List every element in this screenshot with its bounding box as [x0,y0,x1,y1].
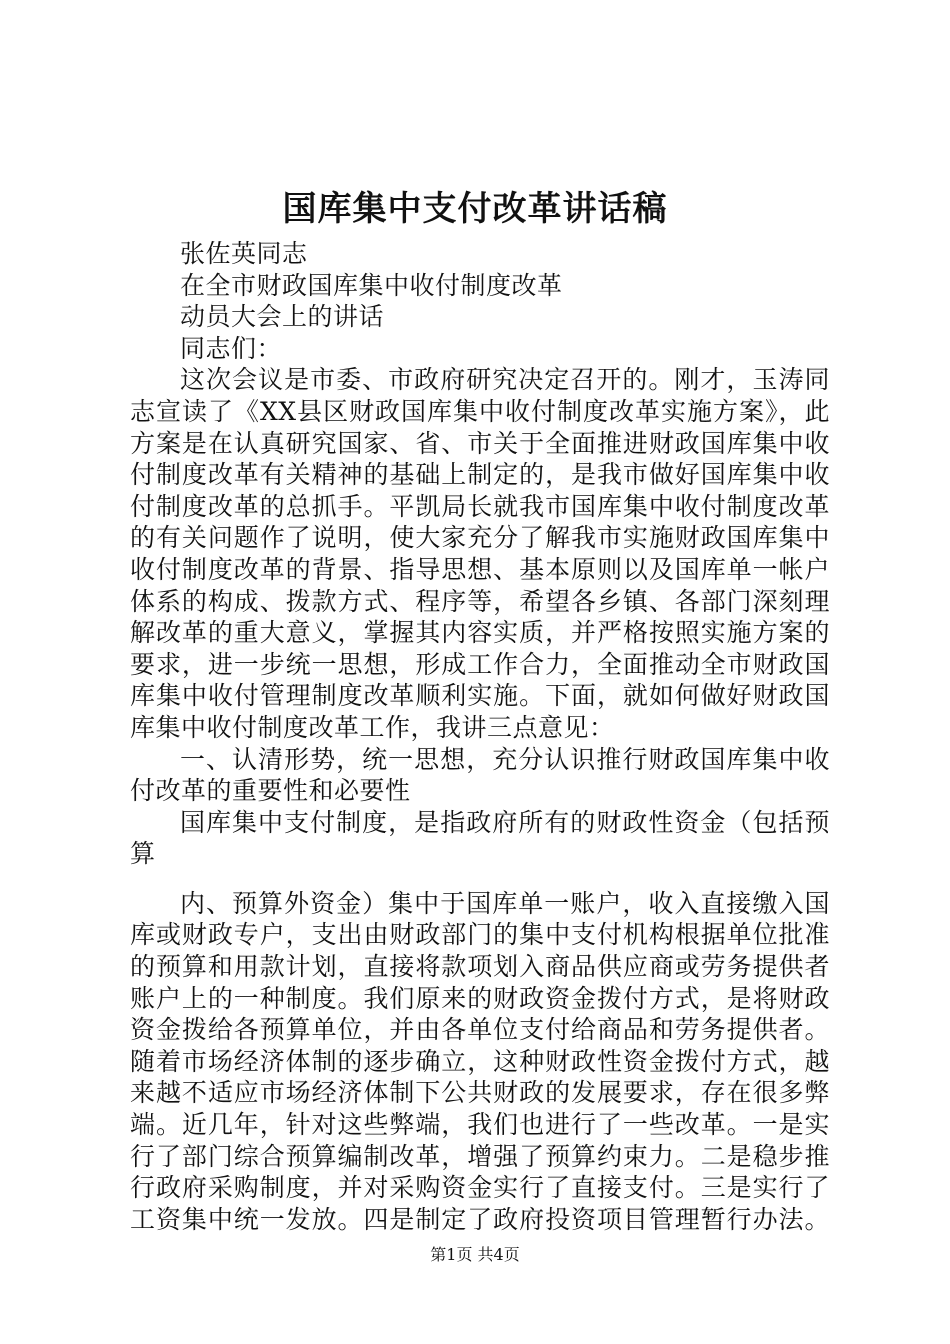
paragraph-line: 志宣读了《XX县区财政国库集中收付制度改革实施方案》，此 [130,396,830,426]
paragraph-line: 算 [130,839,156,869]
paragraph-line: 付制度改革的总抓手。平凯局长就我市国库集中收付制度改革 [130,491,830,521]
paragraph-line: 资金拨给各预算单位，并由各单位支付给商品和劳务提供者。 [130,1015,830,1045]
section-heading-line: 一、认清形势，统一思想，充分认识推行财政国库集中收 [180,744,830,774]
paragraph-line: 端。近几年，针对这些弊端，我们也进行了一些改革。一是实 [130,1110,830,1140]
paragraph-line: 账户上的一种制度。我们原来的财政资金拨付方式，是将财政 [130,983,830,1013]
paragraph-line: 内、预算外资金）集中于国库单一账户，收入直接缴入国 [180,888,830,918]
paragraph-line: 这次会议是市委、市政府研究决定召开的。刚才，玉涛同 [180,365,830,395]
paragraph-line: 付制度改革有关精神的基础上制定的，是我市做好国库集中收 [130,460,830,490]
salutation: 同志们： [180,333,283,363]
section-heading-line: 付改革的重要性和必要性 [130,776,411,806]
subtitle-line-2: 动员大会上的讲话 [180,302,385,332]
subtitle-line-1: 在全市财政国库集中收付制度改革 [180,270,563,300]
paragraph-line: 随着市场经济体制的逐步确立，这种财政性资金拨付方式，越 [130,1046,830,1076]
paragraph-line: 库集中收付管理制度改革顺利实施。下面，就如何做好财政国 [130,681,830,711]
paragraph-line: 行政府采购制度，并对采购资金实行了直接支付。三是实行了 [130,1173,830,1203]
page-number-footer: 第1页 共4页 [430,1245,520,1264]
paragraph-line: 的预算和用款计划，直接将款项划入商品供应商或劳务提供者 [130,952,830,982]
paragraph-line: 库集中收付制度改革工作，我讲三点意见： [130,712,615,742]
paragraph-line: 行了部门综合预算编制改革，增强了预算约束力。二是稳步推 [130,1141,830,1171]
paragraph-line: 方案是在认真研究国家、省、市关于全面推进财政国库集中收 [130,428,830,458]
paragraph-gap [130,870,830,888]
document-body [130,238,830,1235]
paragraph-line: 国库集中支付制度，是指政府所有的财政性资金（包括预 [180,807,830,837]
paragraph-line: 体系的构成、拨款方式、程序等，希望各乡镇、各部门深刻理 [130,586,830,616]
paragraph-line: 解改革的重大意义，掌握其内容实质，并严格按照实施方案的 [130,618,830,648]
document-title: 国库集中支付改革讲话稿 [282,189,668,229]
paragraph-line: 要求，进一步统一思想，形成工作合力，全面推动全市财政国 [130,649,830,679]
paragraph-line: 库或财政专户，支出由财政部门的集中支付机构根据单位批准 [130,920,830,950]
paragraph-line: 收付制度改革的背景、指导思想、基本原则以及国库单一帐户 [130,554,830,584]
paragraph-line: 工资集中统一发放。四是制定了政府投资项目管理暂行办法。 [130,1204,830,1234]
paragraph-line: 来越不适应市场经济体制下公共财政的发展要求，存在很多弊 [130,1078,830,1108]
speaker-line: 张佐英同志 [180,239,308,268]
paragraph-line: 的有关问题作了说明，使大家充分了解我市实施财政国库集中 [130,523,830,553]
